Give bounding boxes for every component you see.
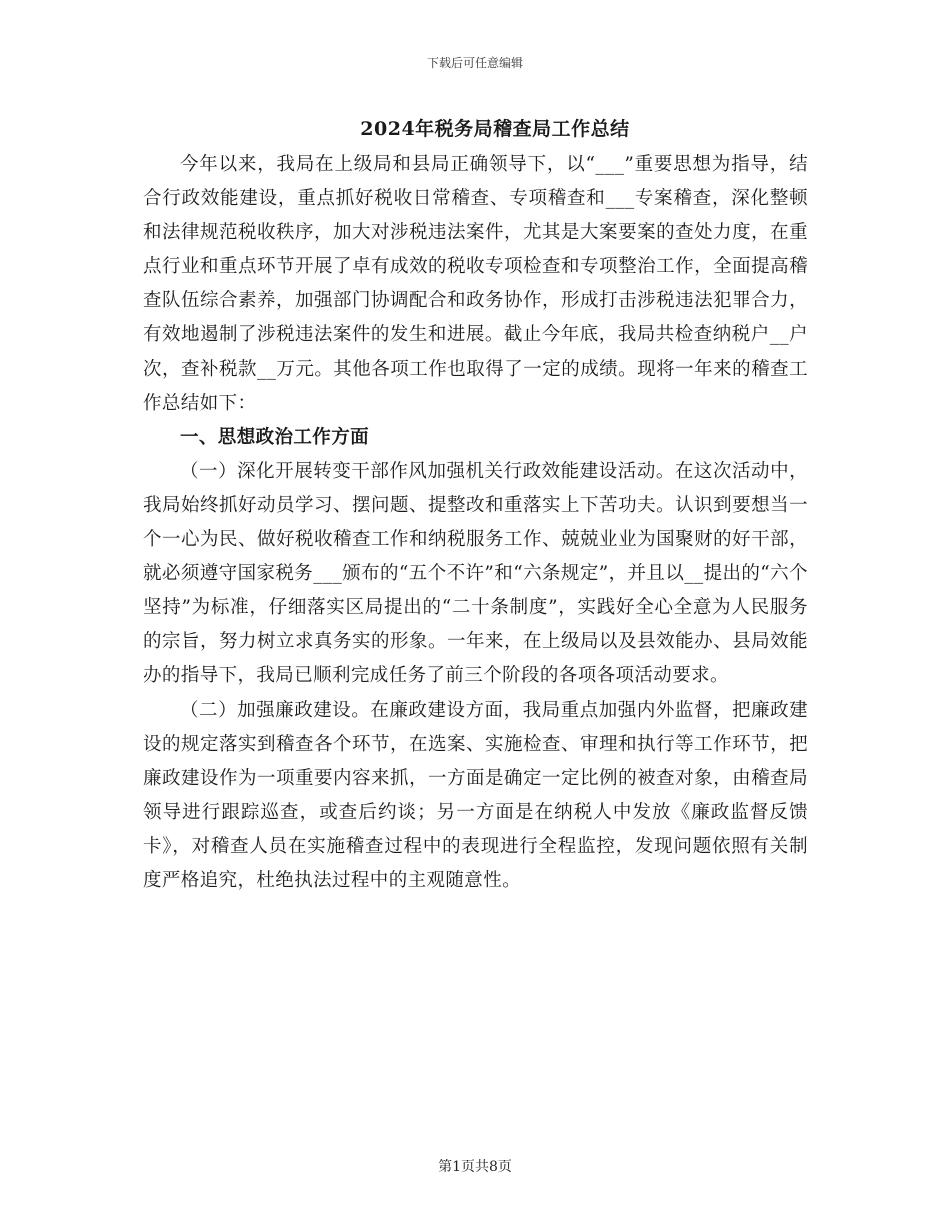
paragraph-work-style: （一）深化开展转变干部作风加强机关行政效能建设活动。在这次活动中，我局始终抓好动员学习、摆问题、提整改和重落实上下苦功夫。认识到要想当一个一心为民、做好税收稽查工作和纳税服务工作、兢兢业业为国聚财的好干部，就必须遵守国家税务___颁布的“五个不许”和“六条规定”，并且以__提出的“六个坚持”为标准，仔细落实区局提出的“二十条制度”，实践好全心全意为人民服务的宗旨，努力树立求真务实的形象。一年来，在上级局以及县效能办、县局效能办的指导下，我局已顺利完成任务了前三个阶段的各项各项活动要求。 <box>143 460 808 687</box>
page-number: 第1页共8页 <box>438 1159 512 1175</box>
section-heading: 一、思想政治工作方面 <box>180 426 370 448</box>
document-title: 2024年税务局稽查局工作总结 <box>360 118 630 140</box>
intro-paragraph: 今年以来，我局在上级局和县局正确领导下，以“___”重要思想为指导，结合行政效能建设，重点抓好税收日常稽查、专项稽查和___专案稽查，深化整顿和法律规范税收秩序，加大对涉税违法案件，尤其是大案要案的查处力度，在重点行业和重点环节开展了卓有成效的税收专项检查和专项整治工作，全面提高稽查队伍综合素养，加强部门协调配合和政务协作，形成打击涉税违法犯罪合力，有效地遏制了涉税违法案件的发生和进展。截止今年底，我局共检查纳税户__户次，查补税款__万元。其他各项工作也取得了一定的成绩。现将一年来的稽查工作总结如下： <box>143 154 808 414</box>
document-body <box>143 148 808 898</box>
paragraph-integrity: （二）加强廉政建设。在廉政建设方面，我局重点加强内外监督，把廉政建设的规定落实到稽查各个环节，在选案、实施检查、审理和执行等工作环节，把廉政建设作为一项重要内容来抓，一方面是确定一定比例的被查对象，由稽查局领导进行跟踪巡查，或查后约谈；另一方面是在纳税人中发放《廉政监督反馈卡》，对稽查人员在实施稽查过程中的表现进行全程监控，发现问题依照有关制度严格追究，杜绝执法过程中的主观随意性。 <box>143 699 808 891</box>
download-note: 下载后可任意编辑 <box>426 56 523 70</box>
